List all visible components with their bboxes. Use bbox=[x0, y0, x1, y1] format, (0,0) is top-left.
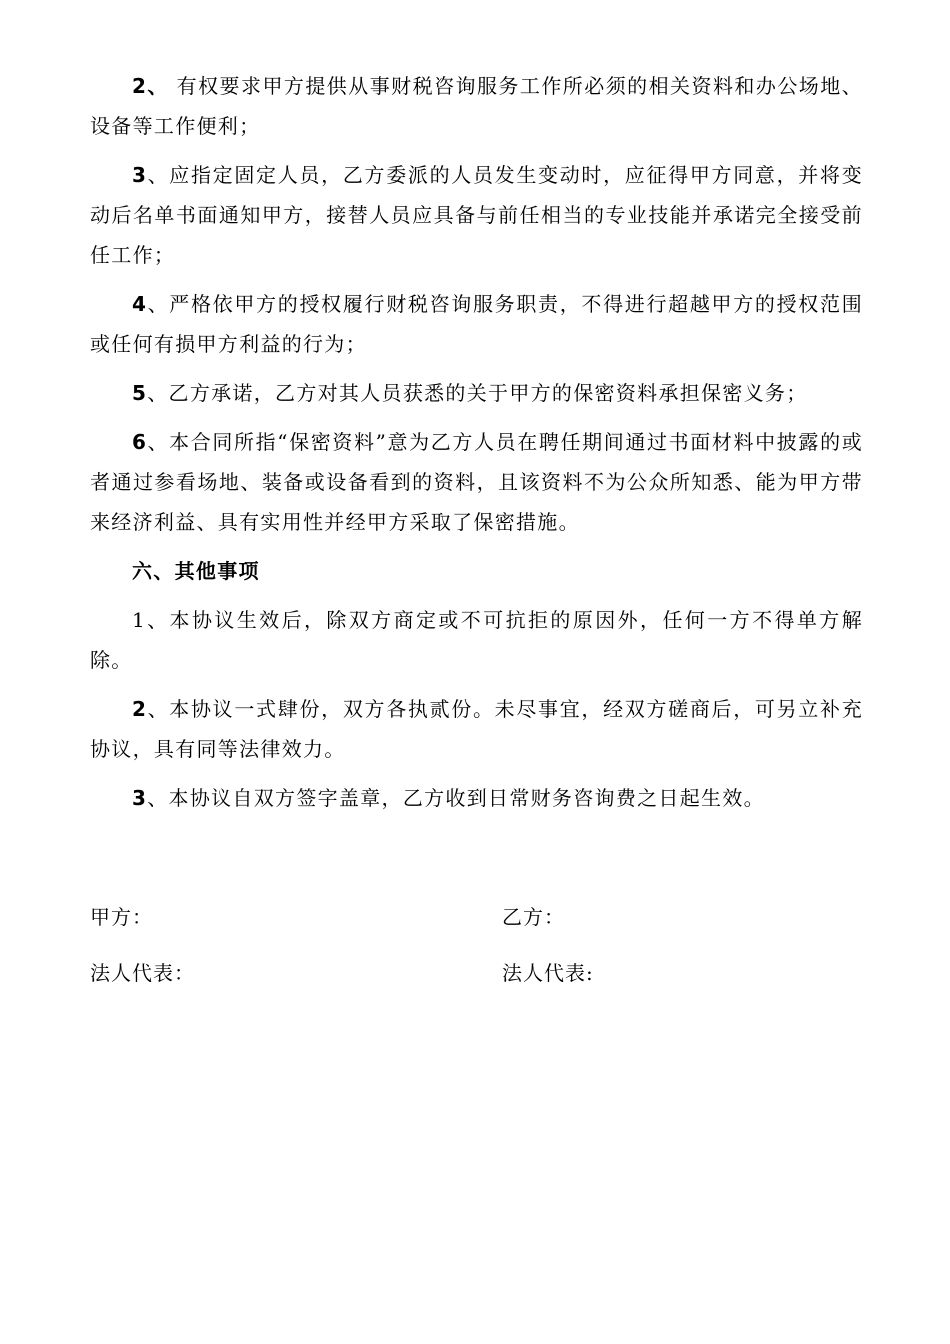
section-heading: 六、其他事项 bbox=[132, 559, 260, 583]
party-row bbox=[90, 897, 863, 953]
clause-4 bbox=[90, 284, 863, 364]
clause-number: 6 bbox=[132, 430, 148, 454]
clause-text: 、乙方承诺，乙方对其人员获悉的关于甲方的保密资料承担保密义务； bbox=[147, 381, 808, 405]
clause-text: 、应指定固定人员，乙方委派的人员发生变动时，应征得甲方同意，并将变动后名单书面通知甲方，接替人员应具备与前任相当的专业技能并承诺完全接受前任工作； bbox=[90, 163, 863, 267]
clause-text: 、严格依甲方的授权履行财税咨询服务职责，不得进行超越甲方的授权范围或任何有损甲方利益的行为； bbox=[90, 292, 863, 356]
clause-number: 2 bbox=[132, 697, 148, 721]
party-a-rep-label: 法人代表： bbox=[90, 961, 195, 985]
clause-6 bbox=[90, 422, 863, 542]
party-a-label: 甲方： bbox=[90, 905, 153, 929]
document-body bbox=[90, 66, 863, 827]
other-clause-1 bbox=[90, 600, 863, 680]
clause-number: 1 bbox=[132, 608, 147, 632]
clause-number: 3 bbox=[132, 163, 148, 187]
clause-3 bbox=[90, 155, 863, 275]
clause-text: 、本协议生效后，除双方商定或不可抗拒的原因外，任何一方不得单方解除。 bbox=[90, 608, 863, 672]
clause-5 bbox=[90, 373, 863, 413]
other-clause-2 bbox=[90, 689, 863, 769]
clause-text: 、本协议一式肆份，双方各执贰份。未尽事宜，经双方磋商后，可另立补充协议，具有同等法律效力。 bbox=[90, 697, 863, 761]
signature-block bbox=[90, 897, 863, 1009]
other-clause-3 bbox=[90, 778, 863, 818]
party-b-rep-label: 法人代表: bbox=[502, 961, 594, 985]
clause-number: 3 bbox=[132, 786, 148, 810]
clause-2 bbox=[90, 66, 863, 146]
representative-row bbox=[90, 953, 863, 1009]
clause-number: 5 bbox=[132, 381, 148, 405]
clause-number: 4 bbox=[132, 292, 148, 316]
party-b-label: 乙方： bbox=[502, 905, 565, 929]
clause-number: 2、 bbox=[132, 74, 169, 98]
clause-text: 、本协议自双方签字盖章，乙方收到日常财务咨询费之日起生效。 bbox=[147, 786, 765, 810]
clause-text: 有权要求甲方提供从事财税咨询服务工作所必须的相关资料和办公场地、设备等工作便利； bbox=[90, 74, 863, 138]
clause-text: 、本合同所指“保密资料”意为乙方人员在聘任期间通过书面材料中披露的或者通过参看场地、装备或设备看到的资料，且该资料不为公众所知悉、能为甲方带来经济利益、具有实用性并经甲方采取了保密措施。 bbox=[90, 430, 863, 534]
